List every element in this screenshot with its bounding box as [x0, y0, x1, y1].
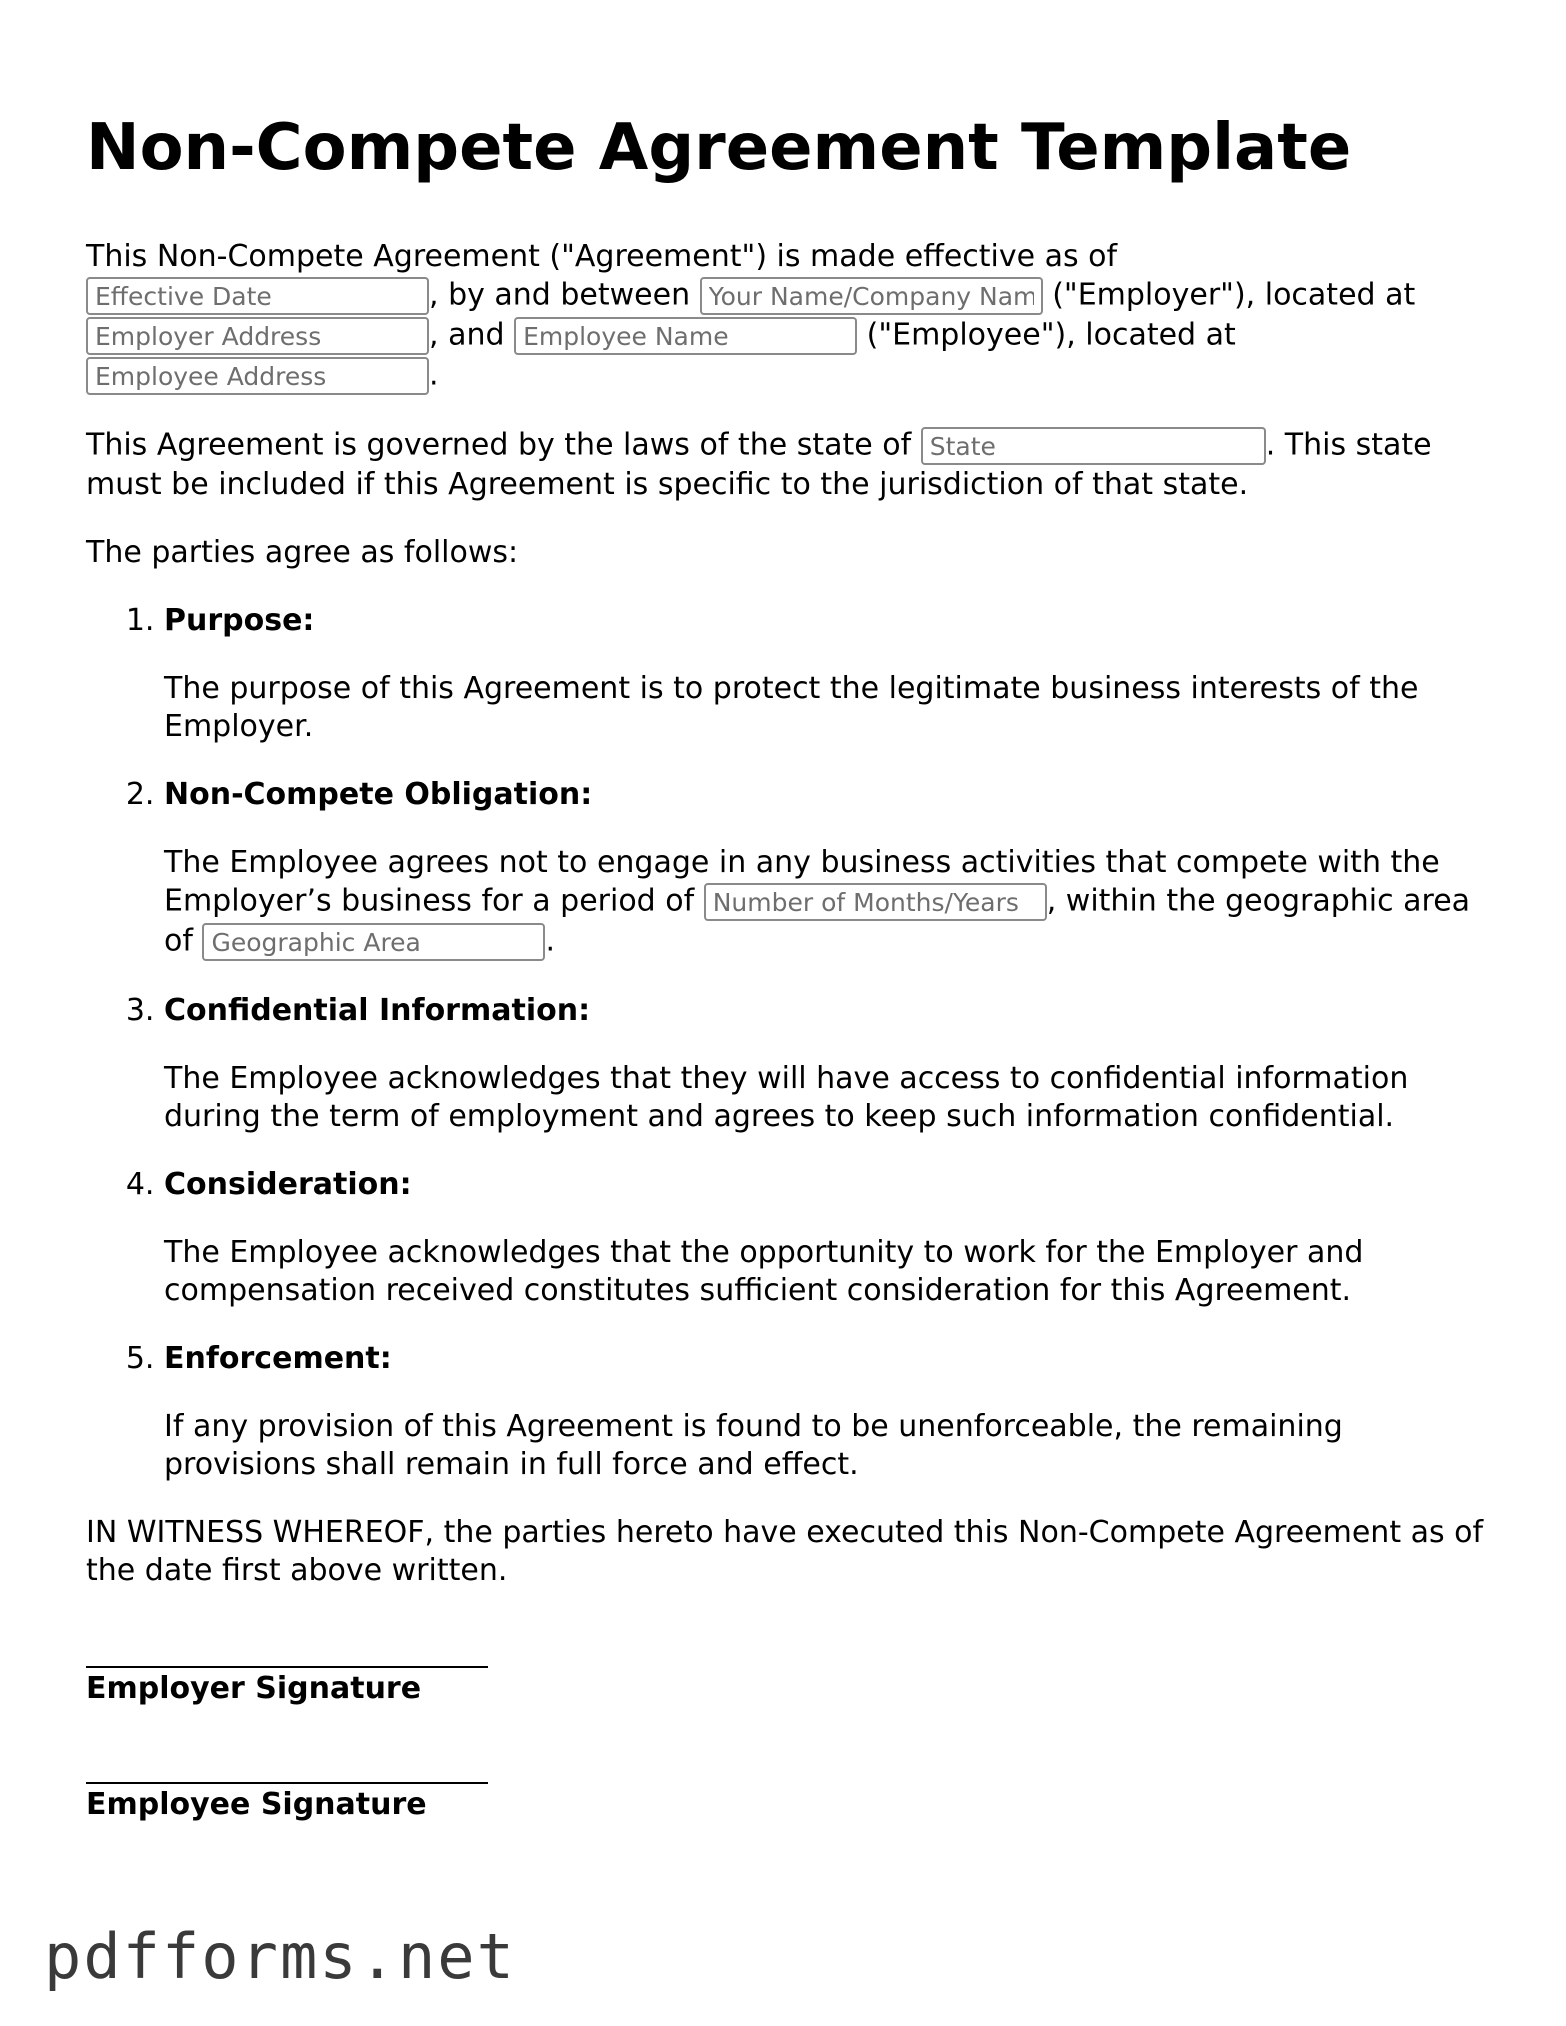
employer-signature-line[interactable]: [86, 1636, 488, 1668]
agree-text: The parties agree as follows:: [86, 535, 519, 570]
section-title: 2. Non-Compete Obligation:: [164, 777, 593, 812]
employee-name-field[interactable]: [514, 317, 857, 355]
governing-text-2: . This state must be included if this Agreement is specific to the jurisdiction of that state.: [86, 427, 1432, 502]
section-title: 5. Enforcement:: [164, 1341, 392, 1376]
employer-address-field[interactable]: [86, 317, 429, 355]
watermark: pdfforms.net: [44, 1920, 516, 1993]
intro-text-5: ("Employee"), located at: [866, 317, 1236, 353]
section-body: The Employee acknowledges that the opportunity to work for the Employer and compensation received constitutes sufficient consideration for this Agreement.: [164, 1235, 1364, 1308]
obligation-text-2: , within the geographic area of: [164, 883, 1471, 959]
intro-text-2: , by and between: [429, 277, 691, 313]
section-body: If any provision of this Agreement is found to be unenforceable, the remaining provisions shall remain in full force and effect.: [164, 1409, 1343, 1482]
employee-address-field[interactable]: [86, 357, 429, 395]
terms-list: [86, 602, 1486, 1484]
page-title: Non-Compete Agreement Template: [86, 111, 1352, 185]
intro-paragraph: [86, 238, 1486, 396]
document: [86, 100, 1486, 1824]
section-title: 3. Confidential Information:: [164, 993, 591, 1028]
intro-text-3: ("Employer"), located at: [1052, 277, 1416, 313]
section-body: The purpose of this Agreement is to protect the legitimate business interests of the Employer.: [164, 671, 1419, 744]
section-title: 4. Consideration:: [164, 1167, 412, 1202]
obligation-text-3: .: [545, 923, 556, 959]
effective-date-field[interactable]: [86, 277, 429, 315]
employee-signature-label: Employee Signature: [86, 1787, 427, 1822]
intro-text-4: , and: [429, 317, 505, 353]
section-body: The Employee acknowledges that they will have access to confidential information during the term of employment and agrees to keep such information confidential.: [164, 1061, 1409, 1134]
governing-law-paragraph: [86, 426, 1486, 504]
state-field[interactable]: [921, 427, 1266, 465]
list-item: [164, 1166, 1486, 1310]
intro-text-1: This Non-Compete Agreement ("Agreement") is made effective as of: [86, 239, 1118, 274]
governing-text-1: This Agreement is governed by the laws of the state of: [86, 427, 912, 463]
employer-signature-label: Employer Signature: [86, 1671, 422, 1706]
witness-text: IN WITNESS WHEREOF, the parties hereto have executed this Non-Compete Agreement as of the date first above written.: [86, 1515, 1484, 1588]
list-item: [164, 602, 1486, 746]
period-field[interactable]: [704, 883, 1047, 921]
geographic-area-field[interactable]: [202, 923, 545, 961]
obligation-text-1: The Employee agrees not to engage in any business activities that compete with the Employer’s business for a period of: [164, 845, 1440, 919]
list-item: [164, 776, 1486, 962]
section-body: [164, 844, 1486, 962]
list-item: [164, 1340, 1486, 1484]
employee-signature-block: [86, 1752, 1486, 1824]
employee-signature-line[interactable]: [86, 1752, 488, 1784]
section-title: 1. Purpose:: [164, 603, 315, 638]
employer-name-field[interactable]: [700, 277, 1043, 315]
employer-signature-block: [86, 1636, 1486, 1708]
intro-text-6: .: [429, 357, 439, 393]
list-item: [164, 992, 1486, 1136]
